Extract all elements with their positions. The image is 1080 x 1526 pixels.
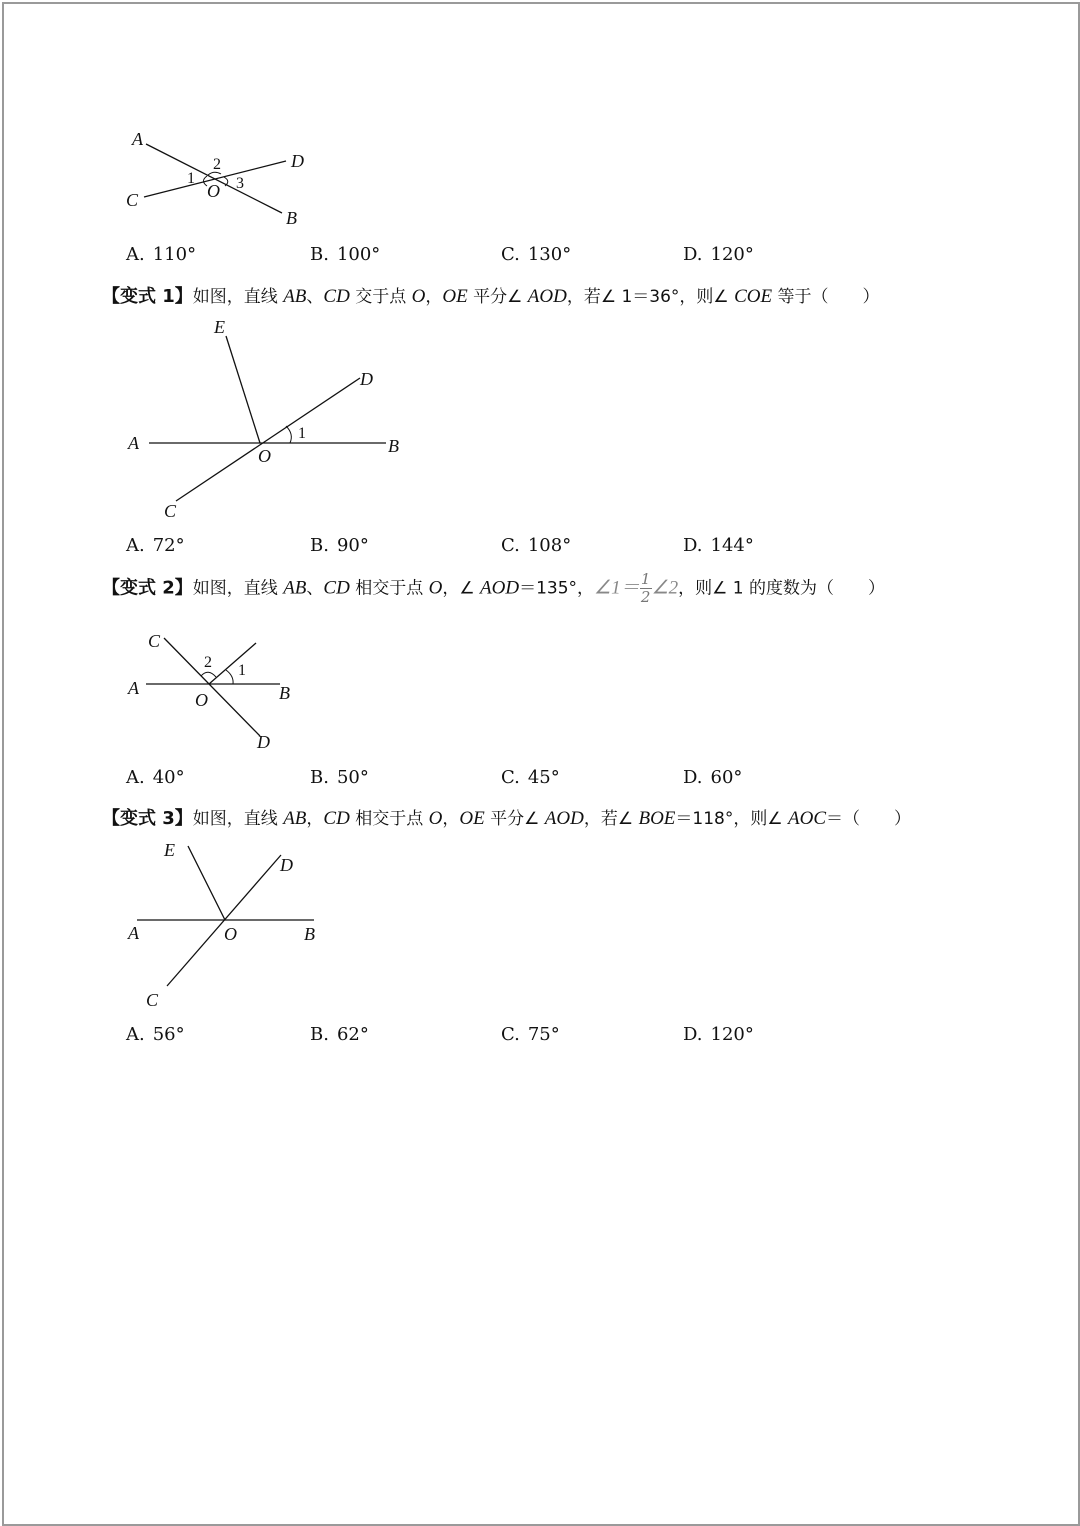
- fraction-one-half: $\frac{1}{2}$: [640, 570, 651, 606]
- label-b: B: [388, 436, 399, 456]
- option-d[interactable]: D. 120°: [683, 244, 754, 265]
- figure-2: [4, 624, 1080, 754]
- option-d[interactable]: D. 60°: [683, 767, 743, 788]
- label-1: 1: [238, 662, 246, 679]
- option-c[interactable]: C. 45°: [501, 767, 560, 788]
- label-2: 2: [204, 654, 212, 671]
- option-b[interactable]: B. 100°: [310, 244, 381, 265]
- label-b: B: [286, 208, 297, 228]
- line-cd: [176, 378, 360, 501]
- figure-0: [4, 4, 1080, 244]
- angle-arc-1: [286, 426, 291, 443]
- line-ab: [146, 144, 282, 213]
- label-b: B: [304, 924, 315, 944]
- label-1: 1: [298, 425, 306, 442]
- label-c: C: [146, 990, 159, 1010]
- label-1: 1: [187, 170, 195, 187]
- label-d: D: [291, 151, 304, 171]
- option-c[interactable]: C. 75°: [501, 1024, 560, 1045]
- label-a: A: [128, 678, 139, 698]
- question-variant-3: 【变式 3】如图，直线 AB，CD 相交于点 O，OE 平分∠ AOD，若∠ BOE＝118°，则∠ AOC＝（ ）: [102, 808, 912, 829]
- options-q2: [126, 767, 926, 791]
- option-a[interactable]: A. 110°: [126, 244, 197, 265]
- options-q1: [126, 535, 926, 559]
- label-c: C: [148, 631, 161, 651]
- label-3: 3: [236, 175, 244, 192]
- worksheet-page: [2, 2, 1080, 1526]
- label-o: O: [207, 181, 220, 201]
- option-b[interactable]: B. 62°: [310, 1024, 369, 1045]
- options-q3: [126, 1024, 926, 1048]
- label-o: O: [195, 690, 208, 710]
- label-a: A: [128, 433, 139, 453]
- ray-oe: [226, 336, 260, 443]
- question-variant-1: 【变式 1】如图，直线 AB、CD 交于点 O，OE 平分∠ AOD，若∠ 1＝36°，则∠ COE 等于（ ）: [102, 286, 880, 307]
- label-o: O: [224, 924, 237, 944]
- angle-arc-2: [201, 672, 216, 677]
- option-d[interactable]: D. 144°: [683, 535, 754, 556]
- option-b[interactable]: B. 50°: [310, 767, 369, 788]
- label-e: E: [164, 840, 175, 860]
- figure-1: [4, 304, 1080, 524]
- label-2: 2: [213, 156, 221, 173]
- angle-arc-1: [226, 670, 233, 684]
- option-b[interactable]: B. 90°: [310, 535, 369, 556]
- option-d[interactable]: D. 120°: [683, 1024, 754, 1045]
- label-d: D: [257, 732, 270, 752]
- label-a: A: [128, 923, 139, 943]
- label-d: D: [360, 369, 373, 389]
- option-c[interactable]: C. 130°: [501, 244, 572, 265]
- label-b: B: [279, 683, 290, 703]
- option-a[interactable]: A. 56°: [126, 1024, 185, 1045]
- label-d: D: [280, 855, 293, 875]
- option-a[interactable]: A. 72°: [126, 535, 185, 556]
- ray-oe: [188, 846, 225, 920]
- label-a: A: [132, 129, 143, 149]
- label-c: C: [164, 501, 177, 521]
- label-c: C: [126, 190, 139, 210]
- label-o: O: [258, 446, 271, 466]
- option-c[interactable]: C. 108°: [501, 535, 572, 556]
- figure-3: [4, 834, 1080, 1014]
- options-q0: [126, 244, 926, 268]
- label-e: E: [214, 317, 225, 337]
- option-a[interactable]: A. 40°: [126, 767, 185, 788]
- question-variant-2: 【变式 2】如图，直线 AB、CD 相交于点 O，∠ AOD＝135°，∠1＝ $\frac{1}{2}$ ∠2，则∠ 1 的度数为（ ）: [102, 570, 886, 606]
